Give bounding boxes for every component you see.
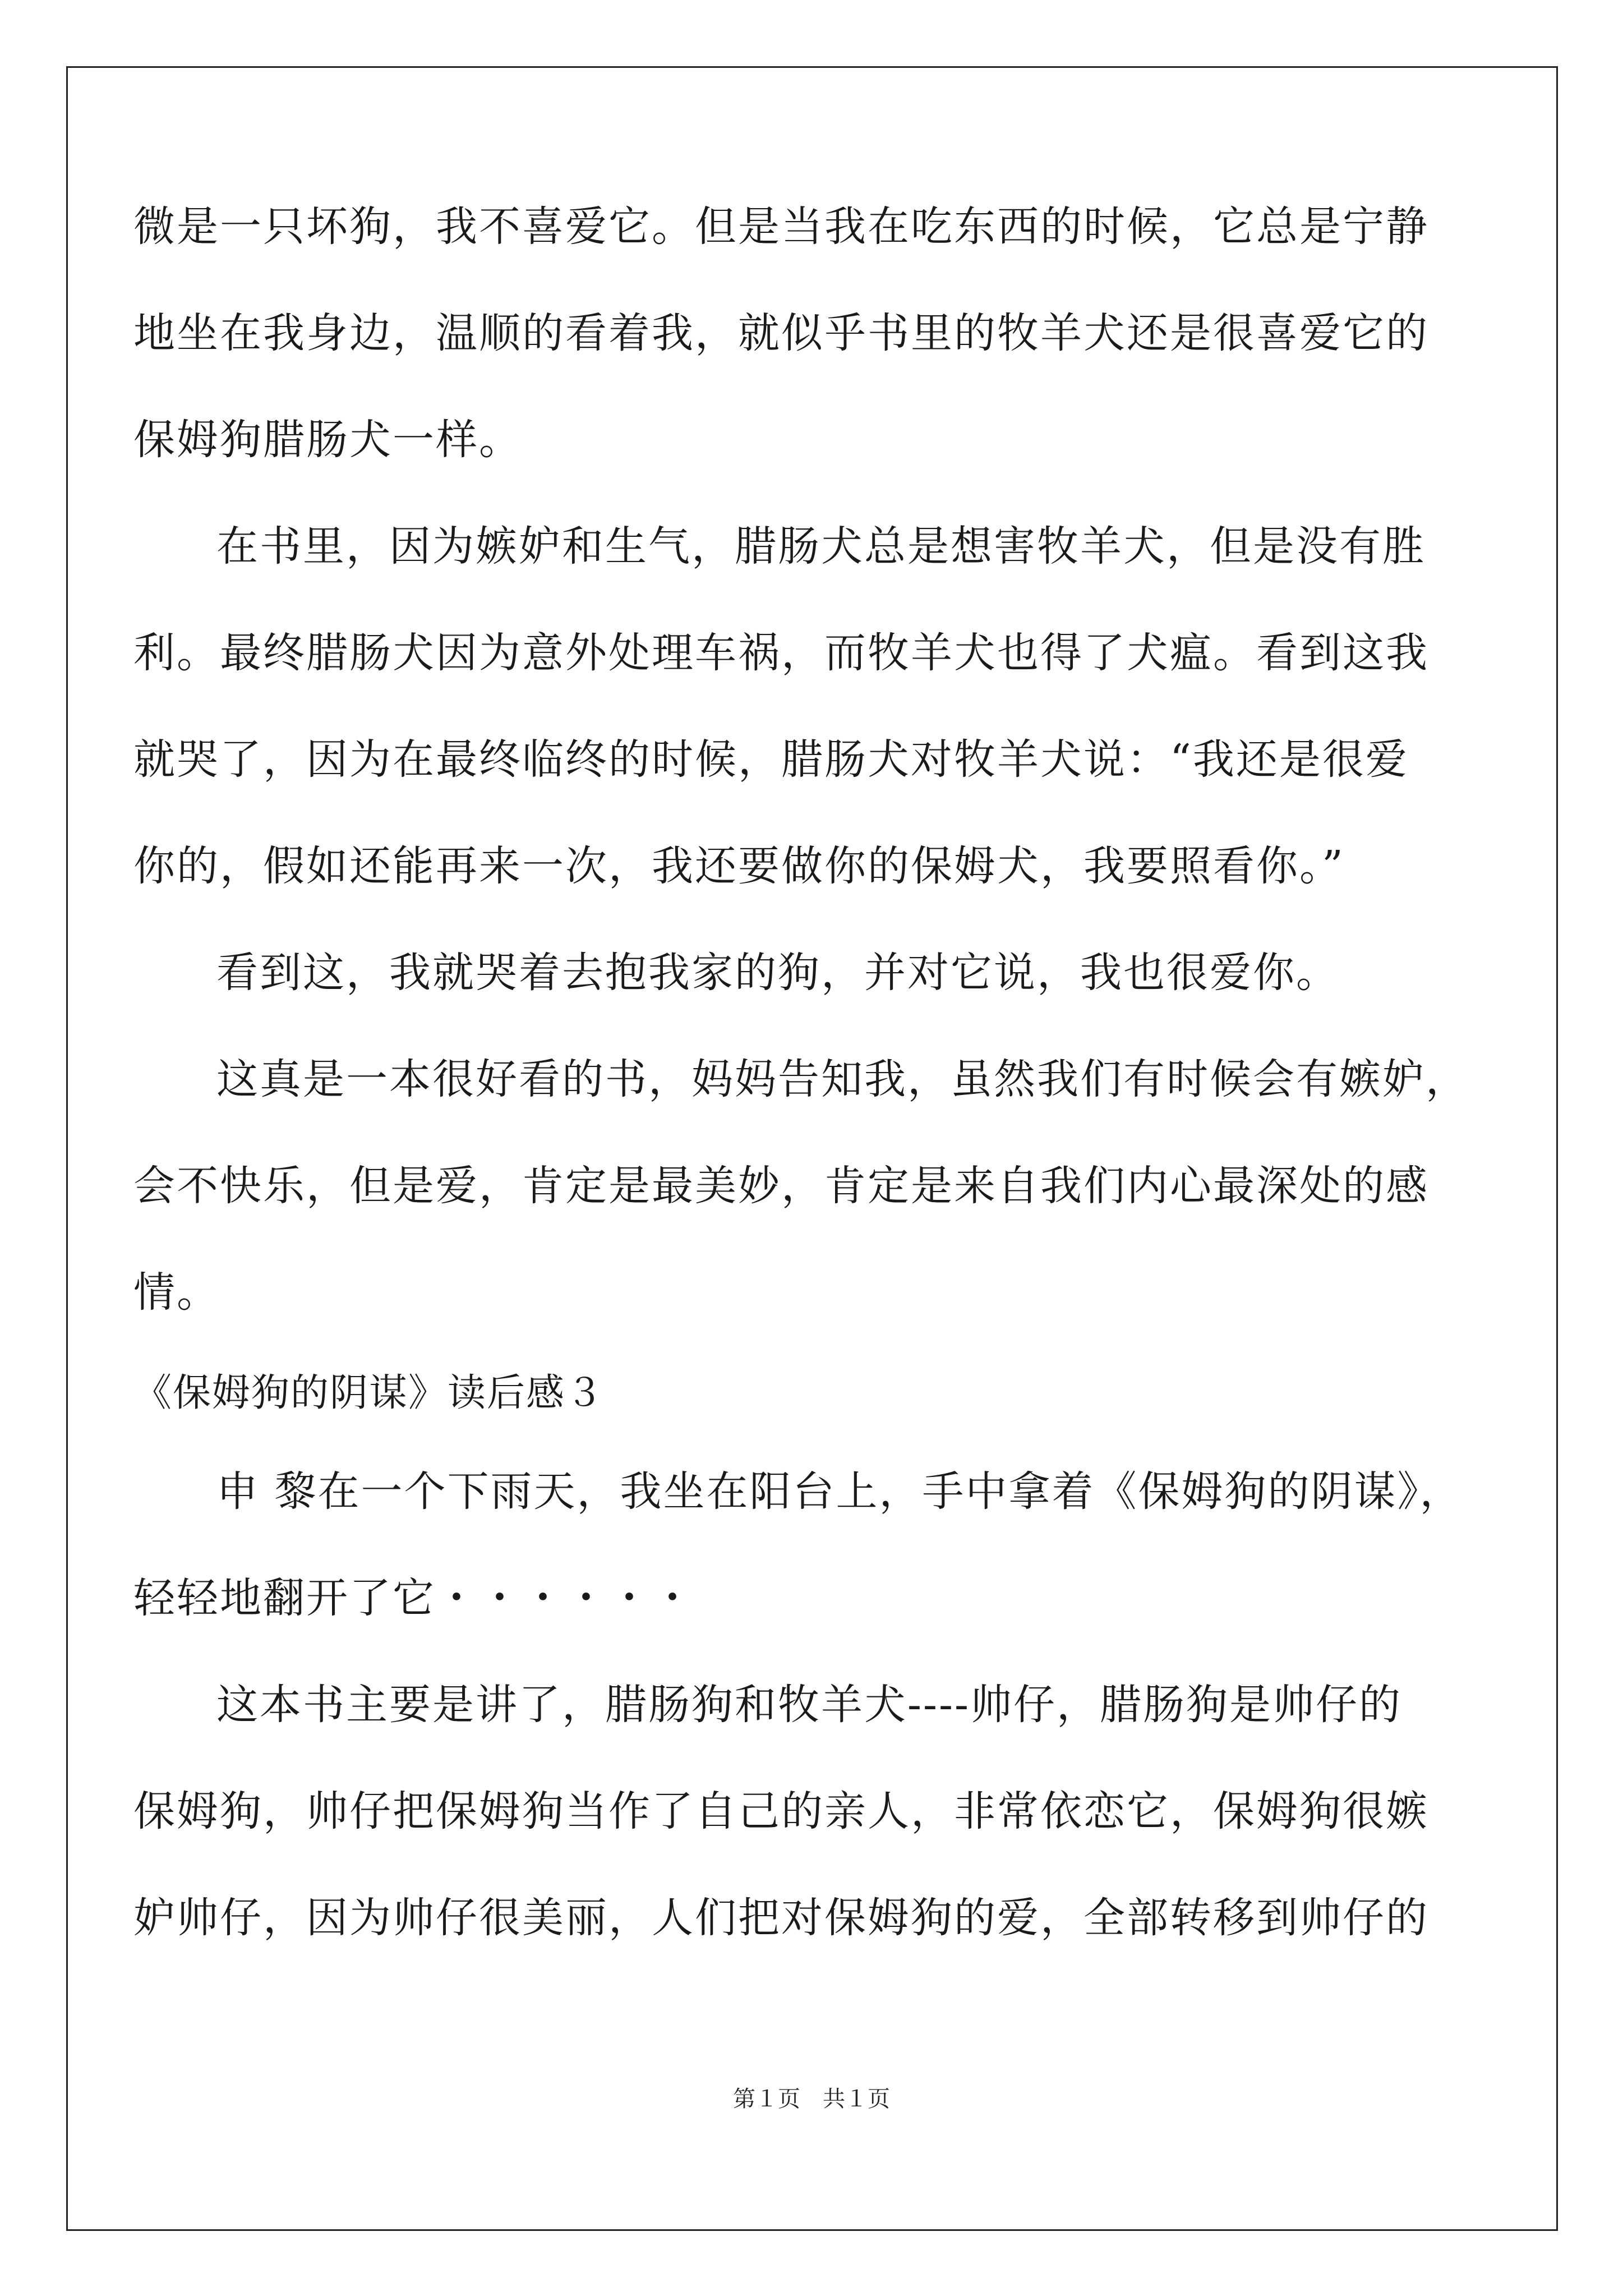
paragraph-start-line: 在书里，因为嫉妒和生气，腊肠犬总是想害牧羊犬，但是没有胜 (216, 522, 1426, 570)
page-footer: 第１页 共１页 (733, 2086, 890, 2112)
text-line: 利。最终腊肠犬因为意外处理车祸，而牧羊犬也得了犬瘟。看到这我 (133, 629, 1429, 677)
text-line: 轻轻地翻开了它・・・・・・ (133, 1574, 695, 1622)
text-line: 妒帅仔，因为帅仔很美丽，人们把对保姆狗的爱，全部转移到帅仔的 (133, 1894, 1429, 1942)
text-line: 就哭了，因为在最终临终的时候，腊肠犬对牧羊犬说：“我还是很爱 (133, 735, 1409, 784)
paragraph-start-line: 这真是一本很好看的书，妈妈告知我，虽然我们有时候会有嫉妒， (216, 1055, 1469, 1103)
paragraph-start-line: 看到这，我就哭着去抱我家的狗，并对它说，我也很爱你。 (216, 949, 1339, 997)
text-line: 地坐在我身边，温顺的看着我，就似乎书里的牧羊犬还是很喜爱它的 (133, 309, 1429, 357)
section-heading: 《保姆狗的阴谋》读后感３ (133, 1371, 605, 1415)
text-line: 保姆狗腊肠犬一样。 (133, 416, 522, 464)
text-line: 保姆狗，帅仔把保姆狗当作了自己的亲人，非常依恋它，保姆狗很嫉 (133, 1787, 1429, 1835)
paragraph-start-line: 这本书主要是讲了，腊肠狗和牧羊犬----帅仔，腊肠狗是帅仔的 (216, 1681, 1403, 1729)
text-line: 微是一只坏狗，我不喜爱它。但是当我在吃东西的时候，它总是宁静 (133, 203, 1429, 251)
paragraph-start-line: 申 黎在一个下雨天，我坐在阳台上，手中拿着《保姆狗的阴谋》， (216, 1467, 1463, 1516)
text-line: 会不快乐，但是爱，肯定是最美妙，肯定是来自我们内心最深处的感 (133, 1162, 1429, 1210)
text-line: 你的，假如还能再来一次，我还要做你的保姆犬，我要照看你。” (133, 842, 1345, 890)
text-line: 情。 (133, 1268, 220, 1317)
